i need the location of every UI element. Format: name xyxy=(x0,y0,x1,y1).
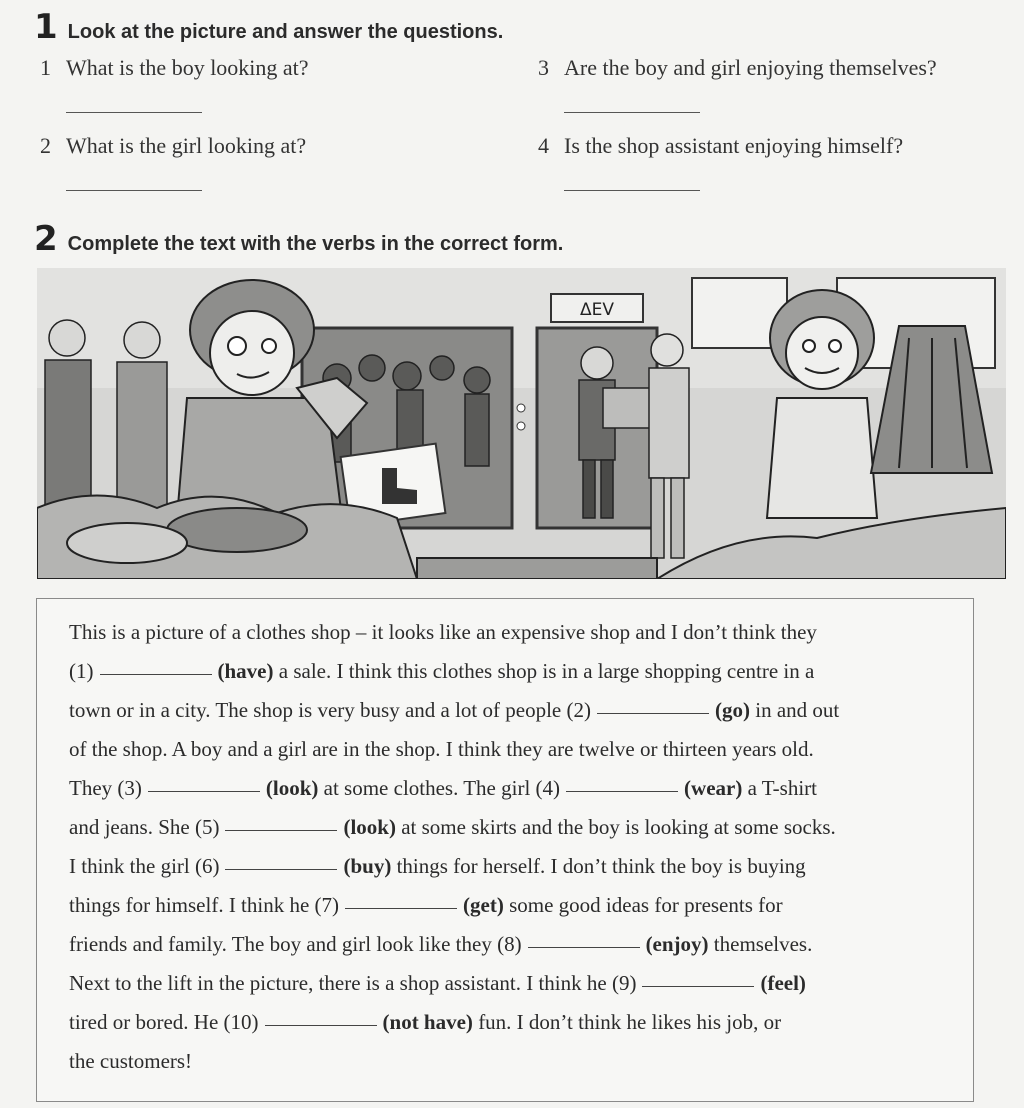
gap-fill-text-box xyxy=(36,598,974,1102)
question-4 xyxy=(538,133,903,159)
exercise-2-heading xyxy=(34,219,564,259)
verb-cue: (feel) xyxy=(760,971,806,995)
clothes-shop-illustration xyxy=(37,268,1006,579)
text-line: (1) (have) a sale. I think this clothes shop is in a large shopping centre in a xyxy=(69,659,815,683)
text-line: of the shop. A boy and a girl are in the shop. I think they are twelve or thirteen years old. xyxy=(69,737,814,761)
question-number: 4 xyxy=(538,133,549,158)
text-line: Next to the lift in the picture, there is a shop assistant. I think he (9) (feel) xyxy=(69,971,806,995)
question-3 xyxy=(538,55,937,81)
answer-gap-3[interactable] xyxy=(148,790,260,792)
text-line: friends and family. The boy and girl look like they (8) (enjoy) themselves. xyxy=(69,932,813,956)
verb-cue: (look) xyxy=(343,815,396,839)
gap-fill-paragraph xyxy=(69,613,949,1081)
exercise-number: 2 xyxy=(34,219,58,259)
answer-blank-1[interactable] xyxy=(66,112,202,113)
verb-cue: (buy) xyxy=(343,854,392,878)
text-line: I think the girl (6) (buy) things for herself. I don’t think the boy is buying xyxy=(69,854,806,878)
question-2 xyxy=(40,133,306,159)
verb-cue: (get) xyxy=(463,893,504,917)
verb-cue: (wear) xyxy=(684,776,743,800)
exercise-1-heading xyxy=(34,7,504,47)
text-line: tired or bored. He (10) (not have) fun. I don’t think he likes his job, or xyxy=(69,1010,782,1034)
question-number: 2 xyxy=(40,133,51,158)
text-line: the customers! xyxy=(69,1049,193,1073)
text-line: This is a picture of a clothes shop – it looks like an expensive shop and I don’t think they xyxy=(69,620,817,644)
question-text: Is the shop assistant enjoying himself? xyxy=(564,133,904,158)
question-1 xyxy=(40,55,309,81)
girl-figure xyxy=(767,290,877,518)
verb-cue: (enjoy) xyxy=(645,932,709,956)
verb-cue: (look) xyxy=(265,776,319,800)
verb-cue: (go) xyxy=(714,698,750,722)
answer-blank-2[interactable] xyxy=(66,190,202,191)
question-number: 1 xyxy=(40,55,51,80)
answer-gap-7[interactable] xyxy=(345,907,457,909)
answer-gap-2[interactable] xyxy=(597,712,709,714)
answer-blank-4[interactable] xyxy=(564,190,700,191)
answer-blank-3[interactable] xyxy=(564,112,700,113)
answer-gap-8[interactable] xyxy=(528,946,640,948)
answer-gap-6[interactable] xyxy=(225,868,337,870)
question-number: 3 xyxy=(538,55,549,80)
question-text: What is the girl looking at? xyxy=(66,133,307,158)
lift-sign-text: ΔEV xyxy=(580,300,614,320)
verb-cue: (have) xyxy=(217,659,274,683)
answer-gap-10[interactable] xyxy=(265,1024,377,1026)
text-line: They (3) (look) at some clothes. The girl (4) (wear) a T-shirt xyxy=(69,776,817,800)
text-line: town or in a city. The shop is very busy and a lot of people (2) (go) in and out xyxy=(69,698,840,722)
verb-cue: (not have) xyxy=(382,1010,473,1034)
answer-gap-9[interactable] xyxy=(642,985,754,987)
text-line: and jeans. She (5) (look) at some skirts and the boy is looking at some socks. xyxy=(69,815,836,839)
text-line: things for himself. I think he (7) (get) some good ideas for presents for xyxy=(69,893,783,917)
question-text: Are the boy and girl enjoying themselves? xyxy=(564,55,937,80)
answer-gap-5[interactable] xyxy=(225,829,337,831)
answer-gap-4[interactable] xyxy=(566,790,678,792)
exercise-title: Complete the text with the verbs in the correct form. xyxy=(67,233,564,255)
exercise-title: Look at the picture and answer the questions. xyxy=(67,21,504,43)
question-text: What is the boy looking at? xyxy=(66,55,309,80)
exercise-number: 1 xyxy=(34,7,58,47)
answer-gap-1[interactable] xyxy=(100,673,212,675)
